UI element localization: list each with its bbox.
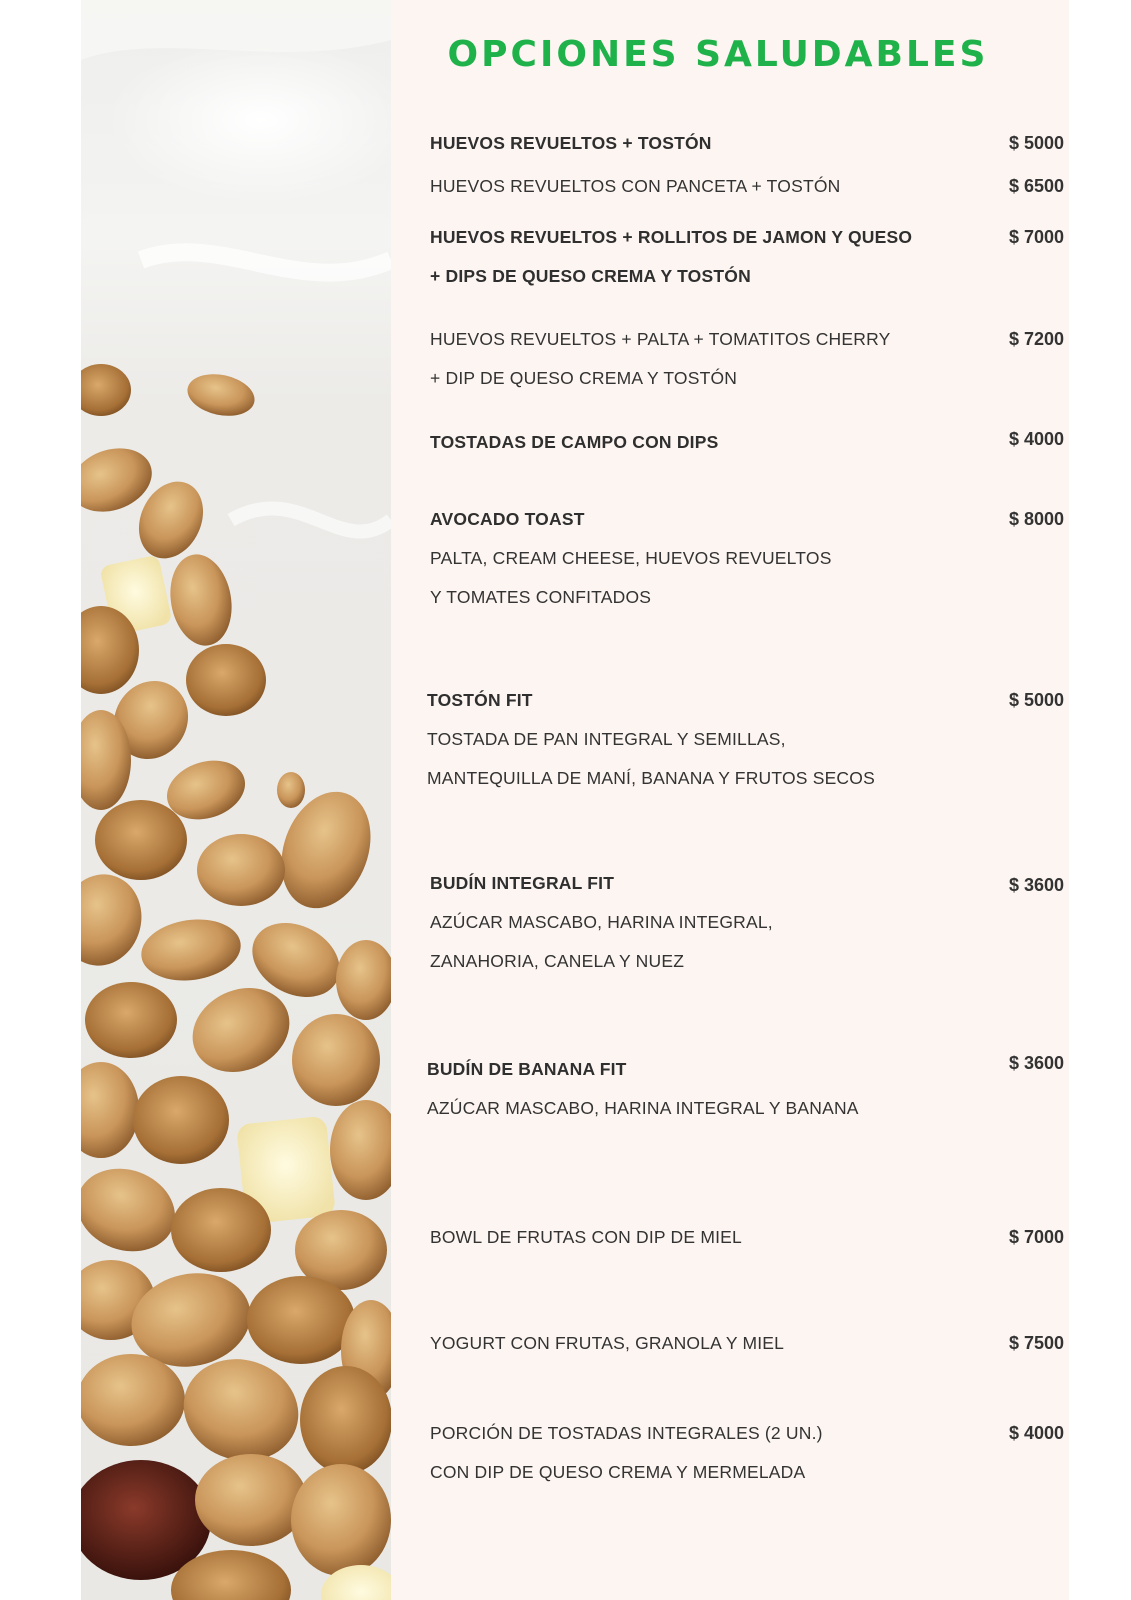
menu-panel [391, 0, 1069, 1600]
item-name: YOGURT CON FRUTAS, GRANOLA Y MIEL [430, 1333, 785, 1353]
item-price: $ 6500 [1008, 176, 1064, 196]
yogurt-granola-photo [81, 0, 391, 1600]
item-price: $ 7000 [1008, 227, 1064, 247]
item-price: $ 7500 [1008, 1333, 1064, 1353]
granola-illustration [81, 0, 391, 1600]
menu-item [430, 423, 1064, 462]
menu-item [430, 167, 1064, 206]
menu-item [427, 681, 1064, 798]
item-name-cont: CON DIP DE QUESO CREMA Y MERMELADA [430, 1462, 806, 1482]
item-desc: AZÚCAR MASCABO, HARINA INTEGRAL, [430, 912, 773, 932]
menu-item [430, 124, 1064, 163]
menu-item [430, 320, 1064, 398]
item-name-cont: + DIPS DE QUESO CREMA Y TOSTÓN [430, 266, 751, 286]
item-name-cont: + DIP DE QUESO CREMA Y TOSTÓN [430, 368, 738, 388]
menu-item [430, 218, 1064, 296]
item-desc: Y TOMATES CONFITADOS [430, 587, 652, 607]
menu-title: OPCIONES SALUDABLES [447, 34, 989, 75]
item-name: HUEVOS REVUELTOS + TOSTÓN [430, 133, 712, 153]
item-desc: MANTEQUILLA DE MANÍ, BANANA Y FRUTOS SECOS [427, 768, 875, 788]
item-name: BOWL DE FRUTAS CON DIP DE MIEL [430, 1227, 742, 1247]
menu-item [430, 1218, 1064, 1257]
item-name: HUEVOS REVUELTOS + ROLLITOS DE JAMON Y QUESO [430, 227, 913, 247]
item-name: BUDÍN DE BANANA FIT [427, 1059, 627, 1079]
item-name: HUEVOS REVUELTOS CON PANCETA + TOSTÓN [430, 176, 841, 196]
item-price: $ 3600 [1008, 875, 1064, 895]
item-name: TOSTÓN FIT [427, 690, 533, 710]
item-price: $ 3600 [1008, 1053, 1064, 1073]
item-price: $ 8000 [1008, 509, 1064, 529]
item-price: $ 5000 [1008, 690, 1064, 710]
menu-item [430, 864, 1064, 981]
item-price: $ 4000 [1008, 429, 1064, 449]
item-desc: AZÚCAR MASCABO, HARINA INTEGRAL Y BANANA [427, 1098, 859, 1118]
item-name: AVOCADO TOAST [430, 509, 585, 529]
item-desc: TOSTADA DE PAN INTEGRAL Y SEMILLAS, [427, 729, 786, 749]
item-name: PORCIÓN DE TOSTADAS INTEGRALES (2 UN.) [430, 1423, 823, 1443]
item-price: $ 4000 [1008, 1423, 1064, 1443]
menu-item [430, 500, 1064, 617]
item-price: $ 5000 [1008, 133, 1064, 153]
item-name: TOSTADAS DE CAMPO CON DIPS [430, 432, 719, 452]
item-price: $ 7000 [1008, 1227, 1064, 1247]
item-name: HUEVOS REVUELTOS + PALTA + TOMATITOS CHERRY [430, 329, 891, 349]
menu-item [430, 1414, 1064, 1492]
item-desc: PALTA, CREAM CHEESE, HUEVOS REVUELTOS [430, 548, 832, 568]
menu-item [430, 1324, 1064, 1363]
item-desc: ZANAHORIA, CANELA Y NUEZ [430, 951, 685, 971]
menu-item [427, 1050, 1064, 1128]
item-name: BUDÍN INTEGRAL FIT [430, 873, 615, 893]
item-price: $ 7200 [1008, 329, 1064, 349]
